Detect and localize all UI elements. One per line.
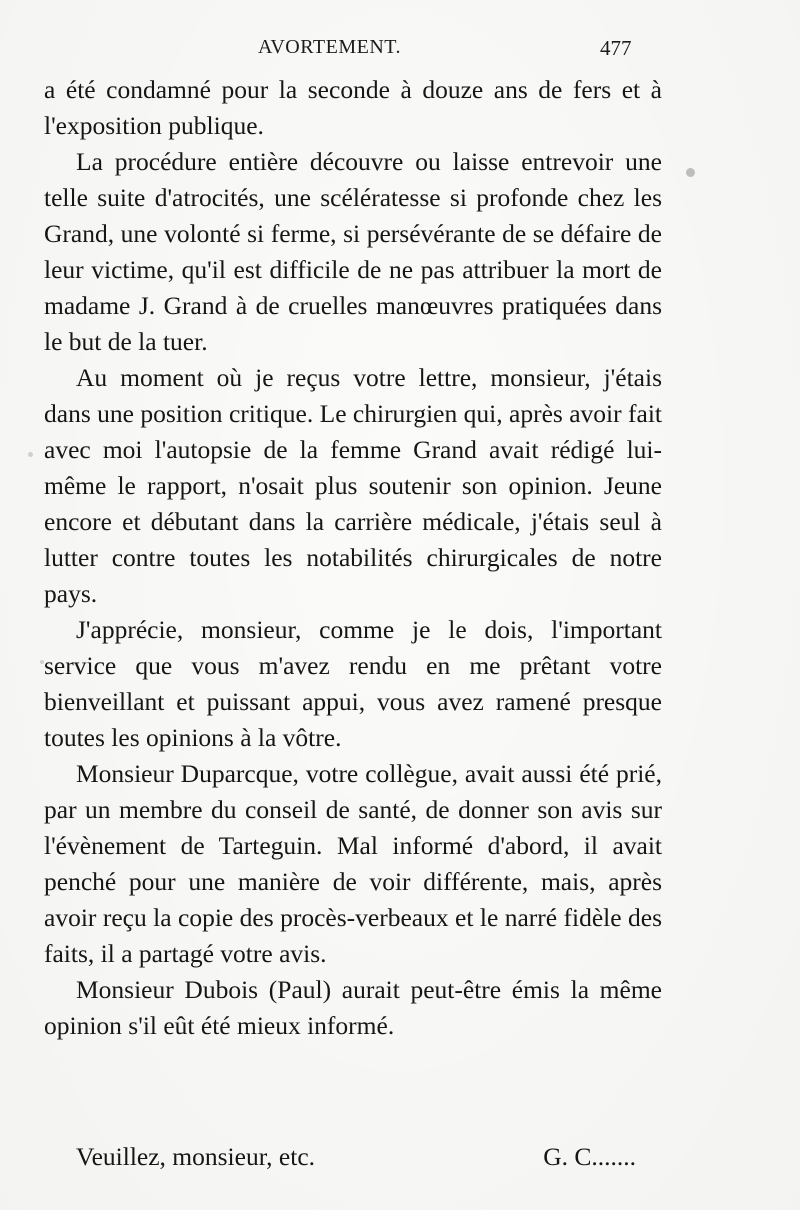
salutation: Veuillez, monsieur, etc. [76, 1142, 316, 1171]
paragraph-letter: Au moment où je reçus votre lettre, monsieur, j'étais dans une position critique. Le chirurgien qui, après avoir fait avec moi l'autopsie de la femme Grand avait rédigé lui-même le rapport, n'osait plus soutenir son opinion. Jeune encore et débutant dans la carrière médicale, j'étais seul à lutter contre toutes les notabilités chirurgicales de notre pays. [44, 363, 662, 608]
paper-speck [686, 168, 695, 177]
paper-speck [40, 660, 44, 664]
paragraph-dubois: Monsieur Dubois (Paul) aurait peut-être émis la même opinion s'il eût été mieux informé. [44, 975, 662, 1040]
paragraph-appreciation: J'apprécie, monsieur, comme je le dois, l'important service que vous m'avez rendu en me prêtant votre bienveillant et puissant appui, vous avez ramené presque toutes les opinions à la vôtre. [44, 615, 662, 752]
page-number: 477 [600, 36, 632, 60]
signature: G. C....... [543, 1142, 636, 1171]
paragraph-duparcque: Monsieur Duparcque, votre collègue, avait aussi été prié, par un membre du conseil de santé, de donner son avis sur l'évènement de Tarteguin. Mal informé d'abord, il avait penché pour une manière de voir différente, mais, après avoir reçu la copie des procès-verbeaux et le narré fidèle des faits, il a partagé votre avis. [44, 759, 662, 968]
body-text [44, 72, 662, 1044]
paragraph-continuation: a été condamné pour la seconde à douze ans de fers et à l'exposition publique. [44, 75, 662, 140]
paper-speck [28, 452, 33, 457]
running-head: AVORTEMENT. [258, 36, 401, 58]
page-header [0, 36, 800, 66]
paragraph-atrocities: La procédure entière découvre ou laisse entrevoir une telle suite d'atrocités, une scélératesse si profonde chez les Grand, une volonté si ferme, si persévérante de se défaire de leur victime, qu'il est difficile de ne pas attribuer la mort de madame J. Grand à de cruelles manœuvres pratiquées dans le but de la tuer. [44, 147, 662, 356]
closing-line [76, 1142, 636, 1178]
